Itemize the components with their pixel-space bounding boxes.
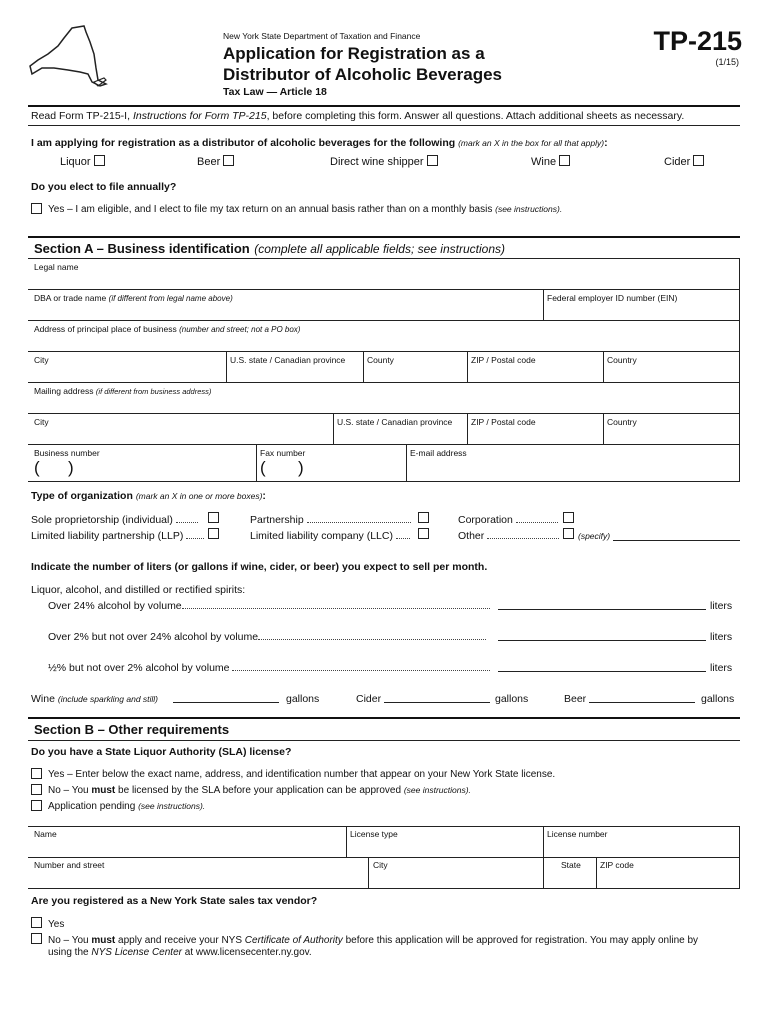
liters-question: Indicate the number of liters (or gallons if wine, cider, or beer) you expect to sell per month. [31,561,488,573]
sla-yes-label: Yes – Enter below the exact name, address, and identification number that appear on your New York State license. [48,769,556,780]
vendor-no-checkbox[interactable] [31,933,42,944]
country-field[interactable] [603,351,740,382]
half-label: ½% but not over 2% alcohol by volume [48,662,230,674]
sla-no-checkbox[interactable] [31,784,42,795]
org-llp [31,530,204,542]
address-label-text: Address of principal place of business [34,324,177,334]
fax-area-close: ) [298,458,304,477]
sla-no-must: must [91,785,116,796]
over24-row [48,600,490,612]
org-sole-checkbox[interactable] [208,512,219,523]
sla-name-field[interactable] [28,826,346,857]
org-corporation-label: Corporation [458,514,513,526]
address-field[interactable] [28,320,740,351]
sla-state-label: State [561,860,581,870]
sla-no-pre: No – You [48,785,92,796]
intro-text [31,110,684,122]
business-area-close: ) [68,458,74,477]
org-specify-label: (specify) [578,531,611,541]
fax-number-label: Fax number [260,448,306,458]
org-llp-checkbox[interactable] [208,528,219,539]
business-area-open: ( [34,458,40,477]
option-cider-label: Cider [664,156,691,168]
wine-hint: (include sparkling and still) [57,694,159,704]
annual-yes-label: Yes – I am eligible, and I elect to file my tax return on an annual basis rather than on a monthly basis [48,204,493,215]
option-beer-label: Beer [197,156,221,168]
annual-yes-option [48,204,562,215]
header-rule [28,105,740,107]
over24-unit: liters [710,600,733,612]
fax-area-open: ( [260,458,266,477]
sla-license-type-field[interactable] [346,826,543,857]
applying-question-text: I am applying for registration as a distributor of alcoholic beverages for the following [31,137,456,149]
section-a-hint: (complete all applicable fields; see instructions) [254,242,505,256]
new-york-state-map-icon [28,24,108,96]
sla-yes-checkbox[interactable] [31,768,42,779]
mailing-zip-label: ZIP / Postal code [471,417,536,427]
fax-number-field[interactable] [256,444,406,482]
section-b-rule [28,717,740,719]
mailing-country-field[interactable] [603,413,740,444]
sla-street-label: Number and street [34,860,105,870]
mailing-hint: (if different from business address) [95,387,212,396]
org-llc-label: Limited liability company (LLC) [250,530,393,542]
department-name: New York State Department of Taxation and Finance [223,31,421,41]
form-number: TP-215 [653,26,742,56]
org-question [31,490,266,502]
beer-input[interactable] [589,702,695,703]
section-a-title: Section A – Business identification [34,241,250,256]
beer-label: Beer [564,693,587,705]
country-label: Country [607,355,637,365]
vendor-no-line2 [48,947,698,959]
cider-input[interactable] [384,702,490,703]
org-question-text: Type of organization [31,490,133,502]
beer-unit: gallons [701,693,735,705]
sla-pending-hint: (see instructions). [138,801,206,811]
annual-yes-checkbox[interactable] [31,203,42,214]
form-title-line2: Distributor of Alcoholic Beverages [223,65,502,84]
option-liquor[interactable] [60,155,105,168]
mailing-state-field[interactable] [333,413,467,444]
sla-license-number-label: License number [547,829,608,839]
option-direct-wine[interactable] [330,155,438,168]
dba-label [34,293,233,303]
intro-post: , before completing this form. Answer all questions. Attach additional sheets as necessary. [266,110,685,122]
vendor-no-option [48,935,698,959]
ein-label: Federal employer ID number (EIN) [547,293,678,303]
over2-unit: liters [710,631,733,643]
beer-checkbox[interactable] [223,155,234,166]
half-unit: liters [710,662,733,674]
wine-unit: gallons [286,693,320,705]
intro-pre: Read Form TP-215-I, [31,110,133,122]
sla-pending-option [48,801,205,812]
org-hint: (mark an X in one or more boxes) [135,491,263,501]
legal-name-field[interactable] [28,258,740,289]
mailing-label-text: Mailing address [34,386,94,396]
cider-unit: gallons [495,693,529,705]
option-liquor-label: Liquor [60,156,91,168]
applying-colon: : [604,137,608,149]
applying-hint: (mark an X in the box for all that apply) [458,138,605,148]
org-llc [250,530,410,542]
org-sole-label: Sole proprietorship (individual) [31,514,173,526]
over2-label: Over 2% but not over 24% alcohol by volume [48,631,259,643]
org-sole [31,514,201,526]
dba-field[interactable] [28,289,543,320]
sla-pending-label: Application pending [48,801,136,812]
sla-street-field[interactable] [28,857,368,889]
city-label: City [34,355,49,365]
direct-wine-checkbox[interactable] [427,155,438,166]
email-field[interactable] [406,444,740,482]
section-b-title: Section B – Other requirements [34,722,230,737]
annual-question: Do you elect to file annually? [31,181,177,193]
vendor-no-line1 [48,935,698,947]
vendor-question: Are you registered as a New York State sales tax vendor? [31,895,318,907]
half-input[interactable] [498,671,706,672]
zip-field[interactable] [467,351,603,382]
wine-input[interactable] [173,702,279,703]
mailing-zip-field[interactable] [467,413,603,444]
cider-checkbox[interactable] [693,155,704,166]
mailing-label [34,386,211,396]
dba-hint: (if different from legal name above) [108,294,233,303]
wine-checkbox[interactable] [559,155,570,166]
sla-state-field[interactable] [543,857,596,889]
org-partnership-checkbox[interactable] [418,512,429,523]
sla-license-number-field[interactable] [543,826,740,857]
intro-italic: Instructions for Form TP-215 [132,110,267,122]
address-label [34,324,300,334]
vendor-yes-checkbox[interactable] [31,917,42,928]
sla-name-label: Name [34,829,57,839]
vendor-no-line2-pre: using the [48,947,92,958]
org-llc-checkbox[interactable] [418,528,429,539]
org-partnership [250,514,411,526]
state-label: U.S. state / Canadian province [230,355,346,365]
county-field[interactable] [363,351,467,382]
business-number-field[interactable] [28,444,256,482]
sla-question: Do you have a State Liquor Authority (SLA) license? [31,746,292,758]
over2-row [48,631,486,643]
option-cider[interactable] [664,155,704,168]
ein-field[interactable] [543,289,740,320]
address-hint: (number and street; not a PO box) [179,325,301,334]
mailing-country-label: Country [607,417,637,427]
section-a-header [34,240,505,258]
wine-row [31,693,158,705]
vendor-no-mid: apply and receive your NYS [115,935,245,946]
sla-zip-label: ZIP code [600,860,634,870]
dba-label-text: DBA or trade name [34,293,107,303]
org-other-label: Other [458,530,485,542]
business-number-label: Business number [34,448,100,458]
sla-no-option [48,785,471,796]
vendor-no-certificate: Certificate of Authority [244,935,343,946]
org-corporation-checkbox[interactable] [563,512,574,523]
mailing-city-label: City [34,417,49,427]
option-wine-label: Wine [531,156,557,168]
sla-license-type-label: License type [350,829,398,839]
sla-pending-checkbox[interactable] [31,800,42,811]
zip-label: ZIP / Postal code [471,355,536,365]
section-a-rule [28,236,740,238]
city-field[interactable] [28,351,226,382]
org-other [458,530,559,542]
section-b-subrule [28,740,740,741]
over24-input[interactable] [498,609,706,610]
org-other-specify-line[interactable] [613,540,740,541]
vendor-no-must: must [91,935,116,946]
sla-no-hint: (see instructions). [403,785,471,795]
cider-label: Cider [356,693,382,705]
org-llp-label: Limited liability partnership (LLP) [31,530,184,542]
vendor-no-license-center[interactable]: NYS License Center [91,947,182,958]
intro-rule [28,125,740,126]
sla-city-field[interactable] [368,857,543,889]
spirits-label: Liquor, alcohol, and distilled or rectified spirits: [31,584,246,596]
form-subtitle: Tax Law — Article 18 [223,86,327,98]
org-corporation [458,514,558,526]
liquor-checkbox[interactable] [94,155,105,166]
applying-question [31,137,608,149]
org-partnership-label: Partnership [250,514,304,526]
over2-input[interactable] [498,640,706,641]
mailing-address-field[interactable] [28,382,740,413]
form-title-line1: Application for Registration as a [223,44,485,63]
option-beer[interactable] [197,155,234,168]
option-wine[interactable] [531,155,570,168]
legal-name-label: Legal name [34,262,79,272]
state-field[interactable] [226,351,363,382]
email-label: E-mail address [410,448,467,458]
org-other-checkbox[interactable] [563,528,574,539]
sla-city-label: City [373,860,388,870]
form-title [223,43,502,85]
vendor-no-line2-post: at www.licensecenter.ny.gov. [181,947,312,958]
wine-label: Wine [31,693,55,705]
annual-yes-hint: (see instructions). [495,204,563,214]
form-revision: (1/15) [715,57,739,67]
vendor-yes-label: Yes [48,919,65,930]
mailing-state-label: U.S. state / Canadian province [337,417,453,427]
sla-zip-field[interactable] [596,857,740,889]
over24-label: Over 24% alcohol by volume [48,600,182,612]
vendor-no-pre: No – You [48,935,92,946]
county-label: County [367,355,394,365]
sla-no-post: be licensed by the SLA before your application can be approved [115,785,402,796]
mailing-city-field[interactable] [28,413,333,444]
org-colon: : [262,490,266,502]
vendor-no-post: before this application will be approved for registration. You may apply online by [342,935,699,946]
half-row [48,662,490,674]
option-direct-wine-label: Direct wine shipper [330,156,424,168]
